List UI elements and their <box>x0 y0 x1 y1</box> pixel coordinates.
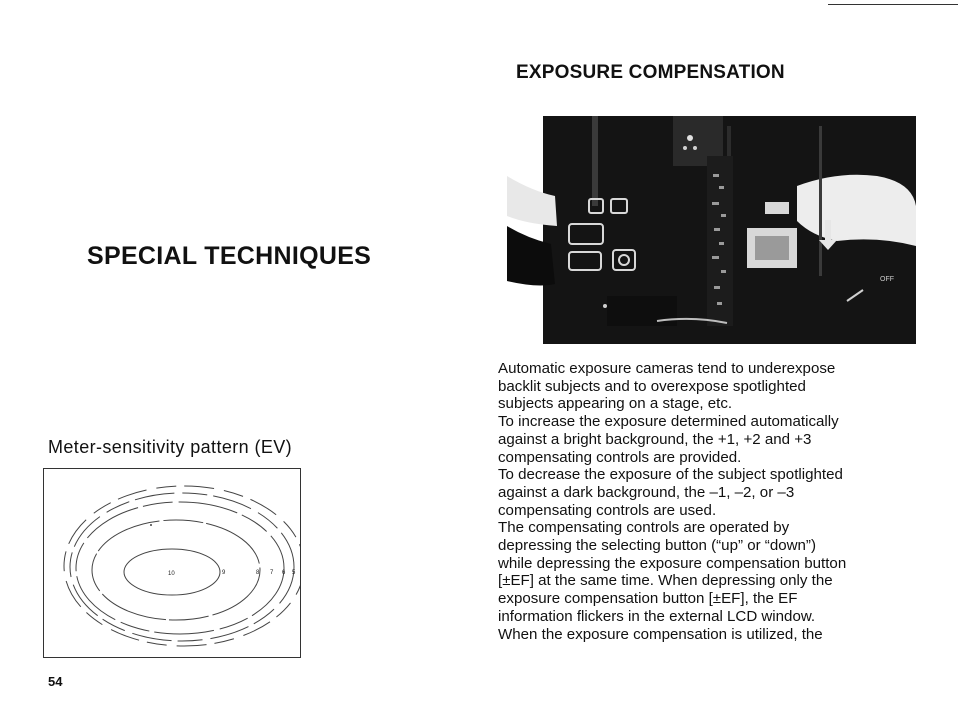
meter-label-10: 10 <box>168 571 175 577</box>
text-line: The compensating controls are operated by <box>498 519 790 537</box>
text-line: exposure compensation button [±EF], the EF <box>498 590 798 608</box>
text-line: Automatic exposure cameras tend to underexpose <box>498 360 836 377</box>
meter-ellipse-6 <box>64 486 300 646</box>
text-line: To decrease the exposure of the subject spotlighted <box>498 466 843 484</box>
exposure-compensation-heading: EXPOSURE COMPENSATION <box>516 62 785 83</box>
text-line: information flickers in the external LCD window. <box>498 607 816 625</box>
photo-off-label: OFF <box>880 276 894 283</box>
text-line: To increase the exposure determined automatically <box>498 413 839 431</box>
meter-sensitivity-diagram <box>43 468 301 658</box>
text-line: subjects appearing on a stage, etc. <box>498 395 733 413</box>
meter-label-9: 9 <box>222 570 226 576</box>
page-number: 54 <box>48 674 63 689</box>
text-line: compensating controls are used. <box>498 501 717 519</box>
meter-label-8: 8 <box>256 570 260 576</box>
exposure-compensation-text <box>498 360 938 643</box>
meter-center-dot <box>150 524 152 526</box>
meter-label-7: 7 <box>270 570 274 576</box>
meter-label-5: 5 <box>292 570 296 576</box>
text-line: while depressing the exposure compensation button <box>498 554 847 572</box>
meter-ellipse-9 <box>92 520 260 620</box>
text-line: compensating controls are provided. <box>498 448 742 466</box>
meter-label-6: 6 <box>282 570 286 576</box>
meter-ellipse-7 <box>70 493 294 641</box>
meter-ellipse-8 <box>76 502 284 634</box>
meter-caption: Meter-sensitivity pattern (EV) <box>48 437 293 457</box>
section-heading: SPECIAL TECHNIQUES <box>87 242 372 270</box>
text-line: against a bright background, the +1, +2 and +3 <box>498 430 812 448</box>
camera-photo <box>507 116 916 344</box>
text-line: [±EF] at the same time. When depressing only the <box>498 572 833 590</box>
text-line: against a dark background, the –1, –2, or –3 <box>498 483 795 501</box>
top-rule <box>828 4 958 5</box>
text-line: depressing the selecting button (“up” or “down”) <box>498 537 816 555</box>
text-line: backlit subjects and to overexpose spotlighted <box>498 377 806 395</box>
meter-pattern-svg <box>44 469 300 657</box>
text-line: When the exposure compensation is utilized, the <box>498 625 823 643</box>
